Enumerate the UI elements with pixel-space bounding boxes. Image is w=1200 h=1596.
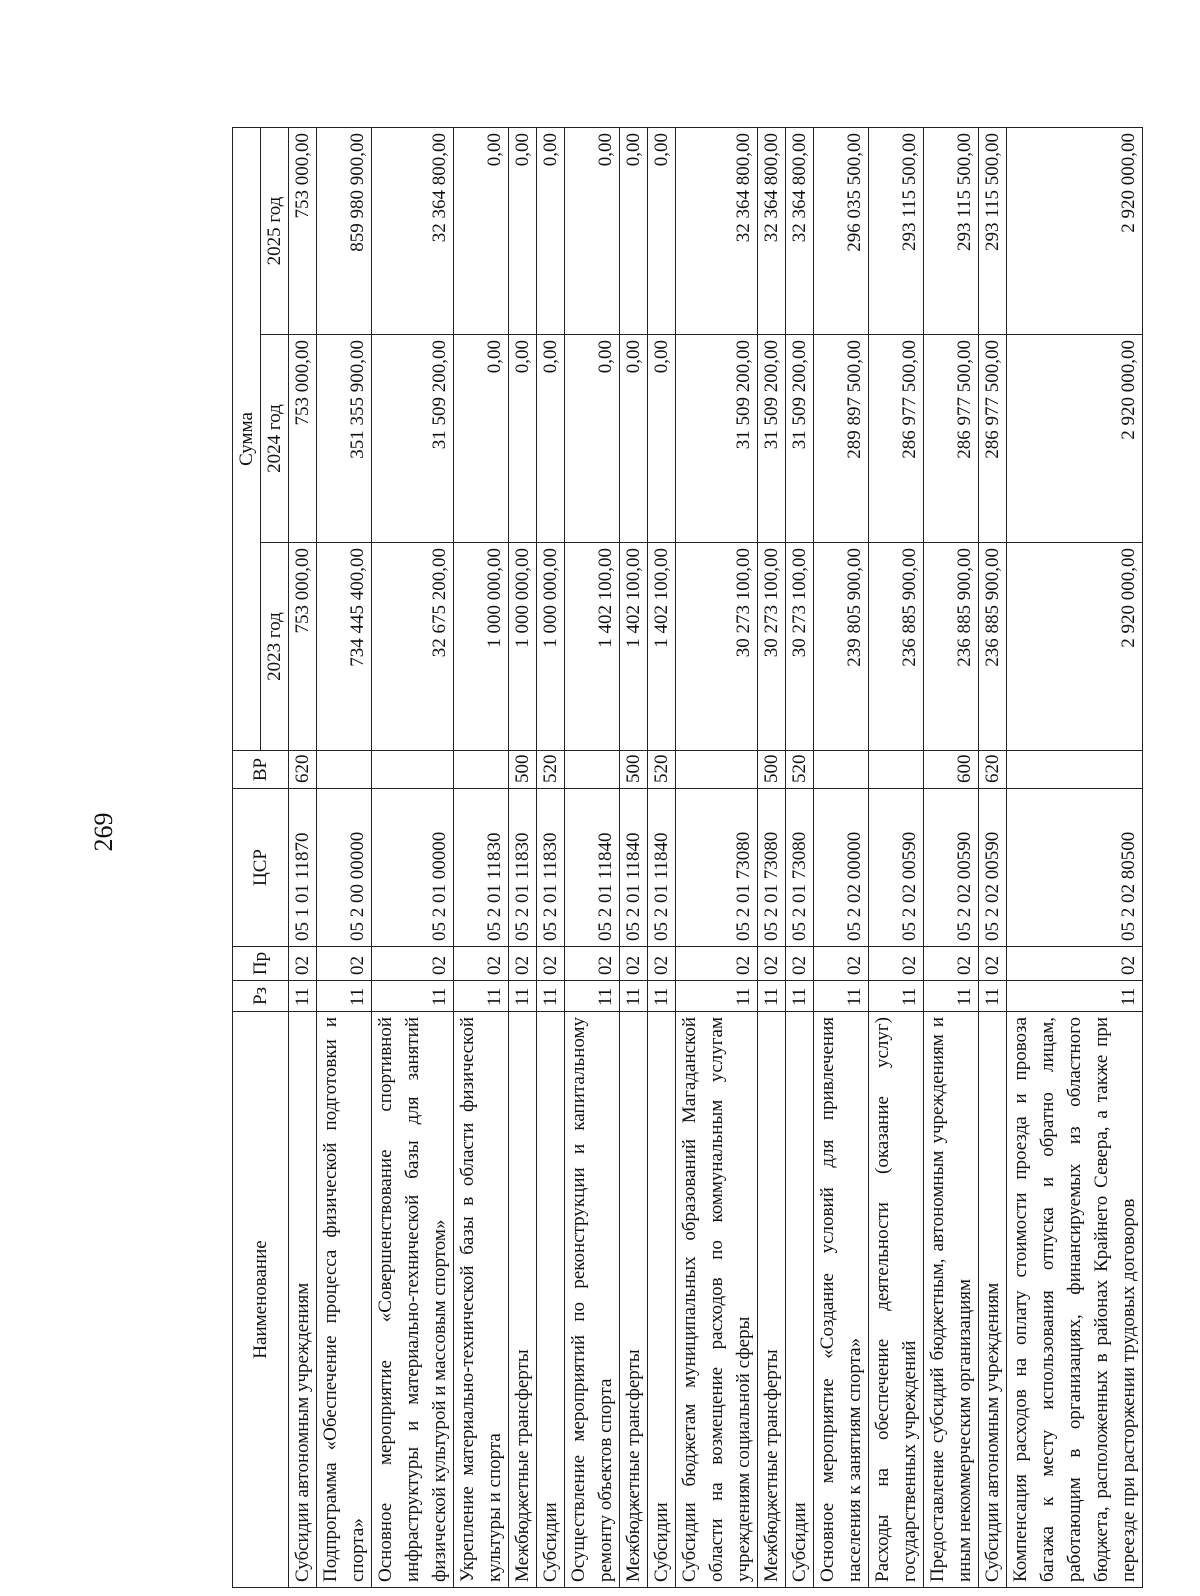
row-rz: 11 [924,981,979,1012]
row-name: Укрепление материально-технической базы в области физической культуры и спорта [454,1012,509,1588]
row-rz: 11 [537,981,565,1012]
row-rz: 11 [814,981,869,1012]
row-2025: 0,00 [648,127,676,334]
header-pr: Пр [233,947,289,981]
row-pr: 02 [786,947,814,981]
row-vr [814,751,869,789]
table-row [758,127,786,1587]
row-name: Межбюджетные трансферты [509,1012,537,1588]
row-2025: 32 364 800,00 [786,127,814,334]
row-2025: 293 115 500,00 [869,127,924,334]
table-body [289,127,1143,1587]
table-row [814,127,869,1587]
row-2024: 31 509 200,00 [758,335,786,543]
row-pr: 02 [648,947,676,981]
table-row [979,127,1007,1587]
row-2023: 236 885 900,00 [869,543,924,751]
row-pr: 02 [289,947,317,981]
table-row [786,127,814,1587]
row-2024: 286 977 500,00 [924,335,979,543]
row-2025: 2 920 000,00 [1007,127,1143,334]
row-csr: 05 2 02 00000 [814,789,869,947]
table-row [509,127,537,1587]
row-vr: 500 [620,751,648,789]
row-2025: 32 364 800,00 [676,127,758,334]
row-csr: 05 2 02 00590 [979,789,1007,947]
row-pr: 02 [620,947,648,981]
row-2024: 753 000,00 [289,335,317,543]
row-name: Субсидии [786,1012,814,1588]
row-name: Расходы на обеспечение деятельности (оказание услуг) государственных учреждений [869,1012,924,1588]
row-2024: 0,00 [648,335,676,543]
row-rz: 11 [289,981,317,1012]
row-vr: 500 [509,751,537,789]
row-csr: 05 2 01 73080 [676,789,758,947]
row-name: Компенсация расходов на оплату стоимости проезда и провоза багажа к месту использования отпуска и обратно лицам, работающим в организациях, финансируемых из областного бюджета, расположенных в районах Крайнего Севера, а также при переезде при расторжении трудовых договоров [1007,1012,1143,1588]
row-2025: 293 115 500,00 [924,127,979,334]
row-2025: 0,00 [509,127,537,334]
row-rz: 11 [676,981,758,1012]
row-2025: 293 115 500,00 [979,127,1007,334]
row-rz: 11 [1007,981,1143,1012]
table-row [924,127,979,1587]
row-2023: 1 000 000,00 [454,543,509,751]
row-2023: 1 402 100,00 [565,543,620,751]
row-2023: 753 000,00 [289,543,317,751]
row-rz: 11 [758,981,786,1012]
header-2024: 2024 год [261,335,289,543]
row-2025: 0,00 [454,127,509,334]
row-2023: 236 885 900,00 [979,543,1007,751]
row-rz: 11 [317,981,372,1012]
rotated-page-content [232,128,1139,1588]
row-2025: 32 364 800,00 [372,127,454,334]
row-2023: 30 273 100,00 [676,543,758,751]
row-rz: 11 [620,981,648,1012]
row-name: Субсидии автономным учреждениям [979,1012,1007,1588]
row-2023: 30 273 100,00 [758,543,786,751]
row-csr: 05 2 01 11840 [620,789,648,947]
table-row [372,127,454,1587]
table-header [233,127,289,1587]
row-rz: 11 [979,981,1007,1012]
table-row [317,127,372,1587]
table-row [1007,127,1143,1587]
row-2023: 734 445 400,00 [317,543,372,751]
row-2025: 0,00 [537,127,565,334]
row-name: Субсидии [648,1012,676,1588]
row-rz: 11 [648,981,676,1012]
table-row [454,127,509,1587]
row-pr: 02 [979,947,1007,981]
row-name: Субсидии [537,1012,565,1588]
row-name: Основное мероприятие «Создание условий для привлечения населения к занятиям спорта» [814,1012,869,1588]
table-row [537,127,565,1587]
row-vr [372,751,454,789]
row-rz: 11 [509,981,537,1012]
row-vr [454,751,509,789]
row-pr: 02 [454,947,509,981]
row-csr: 05 2 01 11830 [509,789,537,947]
row-csr: 05 2 01 11830 [454,789,509,947]
row-rz: 11 [454,981,509,1012]
table-row [565,127,620,1587]
row-2024: 31 509 200,00 [676,335,758,543]
header-csr: ЦСР [233,789,289,947]
row-2025: 859 980 900,00 [317,127,372,334]
row-rz: 11 [869,981,924,1012]
row-name: Межбюджетные трансферты [758,1012,786,1588]
row-2024: 0,00 [509,335,537,543]
header-rz: Рз [233,981,289,1012]
row-2023: 2 920 000,00 [1007,543,1143,751]
table-row [869,127,924,1587]
table-row [648,127,676,1587]
row-2024: 0,00 [537,335,565,543]
row-2024: 2 920 000,00 [1007,335,1143,543]
table-row [620,127,648,1587]
row-2024: 286 977 500,00 [979,335,1007,543]
row-vr: 520 [537,751,565,789]
header-2025: 2025 год [261,127,289,334]
row-pr: 02 [565,947,620,981]
row-vr: 600 [924,751,979,789]
row-2023: 32 675 200,00 [372,543,454,751]
header-sum: Сумма [233,127,261,750]
row-pr: 02 [372,947,454,981]
row-vr [676,751,758,789]
row-2024: 31 509 200,00 [372,335,454,543]
row-vr [317,751,372,789]
row-pr: 02 [537,947,565,981]
row-2025: 0,00 [620,127,648,334]
row-csr: 05 2 00 00000 [317,789,372,947]
page-number: 269 [89,812,118,852]
row-name: Предоставление субсидий бюджетным, автономным учреждениям и иным некоммерческим организациям [924,1012,979,1588]
row-vr [869,751,924,789]
row-2023: 1 000 000,00 [537,543,565,751]
row-pr: 02 [924,947,979,981]
row-name: Осуществление мероприятий по реконструкции и капитальному ремонту объектов спорта [565,1012,620,1588]
row-rz: 11 [786,981,814,1012]
row-2024: 351 355 900,00 [317,335,372,543]
header-2023: 2023 год [261,543,289,751]
row-csr: 05 2 01 11830 [537,789,565,947]
row-2024: 0,00 [454,335,509,543]
row-vr [565,751,620,789]
budget-table [232,127,1143,1588]
row-2024: 0,00 [620,335,648,543]
row-2025: 32 364 800,00 [758,127,786,334]
row-pr: 02 [758,947,786,981]
row-csr: 05 2 01 73080 [758,789,786,947]
row-name: Основное мероприятие «Совершенствование спортивной инфраструктуры и материально-технической базы для занятий физической культурой и массовым спортом» [372,1012,454,1588]
row-2025: 296 035 500,00 [814,127,869,334]
row-csr: 05 2 01 73080 [786,789,814,947]
row-pr: 02 [1007,947,1143,981]
table-row [289,127,317,1587]
row-2025: 0,00 [565,127,620,334]
row-2024: 289 897 500,00 [814,335,869,543]
table-row [676,127,758,1587]
row-vr: 500 [758,751,786,789]
row-name: Субсидии бюджетам муниципальных образований Магаданской области на возмещение расходов по коммунальным услугам учреждениям социальной сферы [676,1012,758,1588]
row-2023: 30 273 100,00 [786,543,814,751]
row-pr: 02 [814,947,869,981]
row-pr: 02 [317,947,372,981]
row-csr: 05 2 02 80500 [1007,789,1143,947]
row-2023: 239 805 900,00 [814,543,869,751]
header-name: Наименование [233,1012,289,1588]
row-csr: 05 2 02 00590 [869,789,924,947]
row-vr: 520 [648,751,676,789]
row-rz: 11 [565,981,620,1012]
row-csr: 05 2 01 11840 [565,789,620,947]
row-vr: 620 [289,751,317,789]
row-2024: 0,00 [565,335,620,543]
row-vr [1007,751,1143,789]
row-2023: 236 885 900,00 [924,543,979,751]
row-2024: 286 977 500,00 [869,335,924,543]
row-csr: 05 1 01 11870 [289,789,317,947]
row-name: Субсидии автономным учреждениям [289,1012,317,1588]
row-pr: 02 [869,947,924,981]
row-2023: 1 402 100,00 [620,543,648,751]
row-vr: 520 [786,751,814,789]
row-2023: 1 000 000,00 [509,543,537,751]
row-name: Межбюджетные трансферты [620,1012,648,1588]
row-name: Подпрограмма «Обеспечение процесса физической подготовки и спорта» [317,1012,372,1588]
row-rz: 11 [372,981,454,1012]
row-csr: 05 2 01 11840 [648,789,676,947]
row-2024: 31 509 200,00 [786,335,814,543]
row-csr: 05 2 01 00000 [372,789,454,947]
header-vr: ВР [233,751,289,789]
row-2023: 1 402 100,00 [648,543,676,751]
row-2025: 753 000,00 [289,127,317,334]
row-pr: 02 [676,947,758,981]
row-pr: 02 [509,947,537,981]
row-vr: 620 [979,751,1007,789]
row-csr: 05 2 02 00590 [924,789,979,947]
